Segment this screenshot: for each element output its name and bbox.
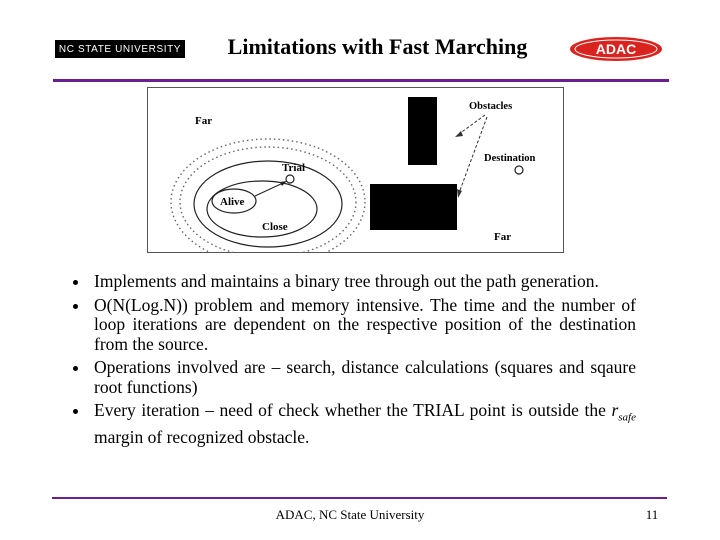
bullet-dot-icon [73,304,78,309]
bullet-text-after: margin of recognized obstacle. [94,427,310,447]
page-number: 11 [645,507,659,522]
r-safe-subscript: safe [618,411,636,424]
bullet-dot-icon [73,409,78,414]
adac-logo [569,36,663,62]
label-trial: Trial [282,162,306,174]
label-alive: Alive [220,196,245,208]
label-destination: Destination [484,153,536,164]
bullet-text: Implements and maintains a binary tree through out the path generation. [94,271,599,291]
obstacle-lower [370,184,457,230]
header-divider [53,79,669,82]
diagram-frame [148,88,564,253]
obstacle-upper [408,97,437,165]
bullet-item [70,401,636,448]
label-close: Close [262,221,288,233]
bullet-item [70,272,636,292]
r-safe-var: r [611,400,619,420]
trial-point [286,175,294,183]
r-safe-symbol [611,400,636,424]
bullet-item [70,358,636,397]
bullet-item [70,296,636,355]
bullet-dot-icon [73,366,78,371]
bullet-list [70,272,636,452]
ncsu-logo-text: NC STATE UNIVERSITY [58,43,182,55]
slide-title: Limitations with Fast Marching [227,34,528,59]
bullet-text: O(N(Log.N)) problem and memory intensive. The time and the number of loop iterations are dependent on the respective position of the destination from the source. [94,294,636,354]
bullet-dot-icon [73,280,78,285]
label-far-left: Far [195,115,213,127]
fast-marching-diagram [147,87,564,253]
destination-point [515,166,523,174]
footer-text: ADAC, NC State University [275,507,425,522]
label-obstacles: Obstacles [469,101,513,112]
label-far-right: Far [494,231,512,243]
ncsu-logo [55,40,185,58]
footer-divider [52,497,667,499]
bullet-text: Operations involved are – search, distance calculations (squares and sqaure root functions) [94,357,636,397]
bullet-text-before: Every iteration – need of check whether the TRIAL point is outside the [94,400,612,420]
adac-logo-text: ADAC [595,41,637,57]
